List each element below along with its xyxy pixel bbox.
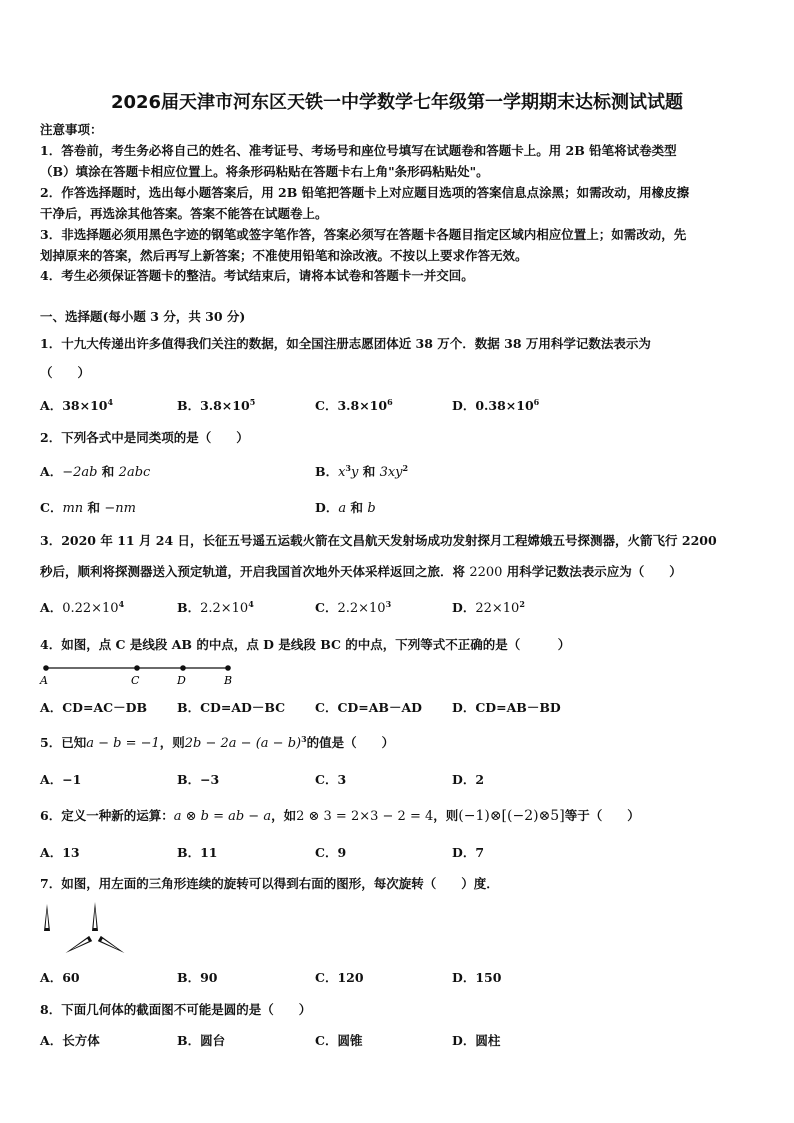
question-stem-3: 3．2020 年 11 月 24 日，长征五号遥五运载火箭在文昌航天发射场成功发射探月工程嫦娥五号探测器，火箭飞行 2200 bbox=[40, 533, 717, 548]
option-a: A．−2ab 和 2abc bbox=[40, 464, 151, 480]
option-c: C．$2.2\times 10^3$ bbox=[315, 598, 392, 616]
point-d-label: D bbox=[177, 674, 186, 686]
rotation-figure bbox=[38, 898, 128, 956]
option-b: B．$2.2\times 10^4$ bbox=[177, 598, 254, 616]
point-c-label: C bbox=[131, 674, 140, 686]
option-b: B．$3.8\times 10^5$ bbox=[177, 396, 256, 413]
question-stem-4: 4．如图，点 C 是线段 AB 的中点，点 D 是线段 BC 的中点，下列等式不正确的是（ ） bbox=[40, 637, 571, 652]
option-b: B．−3 bbox=[177, 772, 220, 787]
question-stem-2: 2．下列各式中是同类项的是（ ） bbox=[40, 430, 249, 445]
notice-line: （B）填涂在答题卡相应位置上。将条形码粘贴在答题卡右上角"条形码粘贴处"。 bbox=[40, 164, 489, 179]
option-b: B．11 bbox=[177, 845, 218, 860]
rotated-triangles-shape bbox=[64, 902, 126, 956]
option-b: B．CD=AD－BC bbox=[177, 700, 286, 715]
segment-figure bbox=[36, 660, 246, 686]
notice-line: 划掉原来的答案，然后再写上新答案；不准使用铅笔和涂改液。不按以上要求作答无效。 bbox=[40, 248, 528, 263]
option-c: C．120 bbox=[315, 970, 364, 985]
option-a: A．60 bbox=[40, 970, 80, 985]
answer-paren: （ ） bbox=[40, 365, 91, 380]
option-c: C．圆锥 bbox=[315, 1033, 363, 1048]
question-stem-7: 7．如图，用左面的三角形连续的旋转可以得到右面的图形，每次旋转（ ）度． bbox=[40, 876, 499, 891]
option-c: C．3 bbox=[315, 772, 347, 787]
option-d: D．a 和 b bbox=[315, 500, 376, 516]
option-a: A．$0.22\times 10^4$ bbox=[40, 598, 125, 616]
option-d: D．$0.38\times 10^6$ bbox=[452, 396, 540, 413]
option-c: C．CD=AB－AD bbox=[315, 700, 423, 715]
option-c: C．$3.8\times 10^6$ bbox=[315, 396, 393, 413]
option-d: D．150 bbox=[452, 970, 502, 985]
option-d: D．$22\times 10^2$ bbox=[452, 598, 525, 616]
option-a: A．CD=AC－DB bbox=[40, 700, 148, 715]
option-a: A．长方体 bbox=[40, 1033, 100, 1048]
point-b-label: B bbox=[224, 674, 233, 686]
question-stem-1: 1．十九大传递出许多值得我们关注的数据，如全国注册志愿团体近 38 万个．数据 38 万用科学记数法表示为 bbox=[40, 336, 651, 351]
section-heading: 一、选择题(每小题 3 分，共 30 分) bbox=[40, 309, 246, 324]
notice-line: 干净后，再选涂其他答案。答案不能答在试题卷上。 bbox=[40, 206, 328, 221]
point-b-dot bbox=[225, 665, 231, 671]
notice-line: 2．作答选择题时，选出每小题答案后，用 2B 铅笔把答题卡上对应题目选项的答案信息点涂黑；如需改动，用橡皮擦 bbox=[40, 185, 690, 200]
option-b: B．圆台 bbox=[177, 1033, 226, 1048]
point-a-label: A bbox=[40, 674, 48, 686]
question-stem-3-cont: 秒后，顺利将探测器送入预定轨道，开启我国首次地外天体采样返回之旅．将 2200 用科学记数法表示应为（ ） bbox=[40, 564, 682, 580]
option-a: A．−1 bbox=[40, 772, 82, 787]
notice-heading: 注意事项： bbox=[40, 122, 103, 137]
notice-line: 1．答卷前，考生务必将自己的姓名、准考证号、考场号和座位号填写在试题卷和答题卡上。用 2B 铅笔将试卷类型 bbox=[40, 143, 677, 158]
option-d: D．2 bbox=[452, 772, 485, 787]
notice-line: 4．考生必须保证答题卡的整洁。考试结束后，请将本试卷和答题卡一并交回。 bbox=[40, 268, 474, 283]
question-stem-5: 5．已知a − b = −1，则$2b - 2a - (a - b)^3$的值是（ ） bbox=[40, 733, 395, 751]
page-title: 2026届天津市河东区天铁一中学数学七年级第一学期期末达标测试试题 bbox=[110, 92, 684, 113]
option-d: D．7 bbox=[452, 845, 485, 860]
option-d: D．CD=AB－BD bbox=[452, 700, 561, 715]
option-b: B．$x^3y$ 和 $3xy^2$ bbox=[315, 462, 409, 480]
point-a-dot bbox=[43, 665, 49, 671]
option-c: C．mn 和 −nm bbox=[40, 500, 136, 516]
question-stem-6: 6．定义一种新的运算：a ⊗ b = ab − a，如2 ⊗ 3 = 2×3 − 2 = 4，则(−1)⊗[(−2)⊗5]等于（ ） bbox=[40, 808, 640, 824]
point-d-dot bbox=[180, 665, 186, 671]
option-d: D．圆柱 bbox=[452, 1033, 501, 1048]
option-a: A．$38\times 10^4$ bbox=[40, 396, 114, 413]
option-c: C．9 bbox=[315, 845, 347, 860]
option-b: B．90 bbox=[177, 970, 218, 985]
point-c-dot bbox=[134, 665, 140, 671]
option-a: A．13 bbox=[40, 845, 80, 860]
notice-line: 3．非选择题必须用黑色字迹的钢笔或签字笔作答，答案必须写在答题卡各题目指定区域内相应位置上；如需改动，先 bbox=[40, 227, 687, 242]
question-stem-8: 8．下面几何体的截面图不可能是圆的是（ ） bbox=[40, 1002, 312, 1017]
